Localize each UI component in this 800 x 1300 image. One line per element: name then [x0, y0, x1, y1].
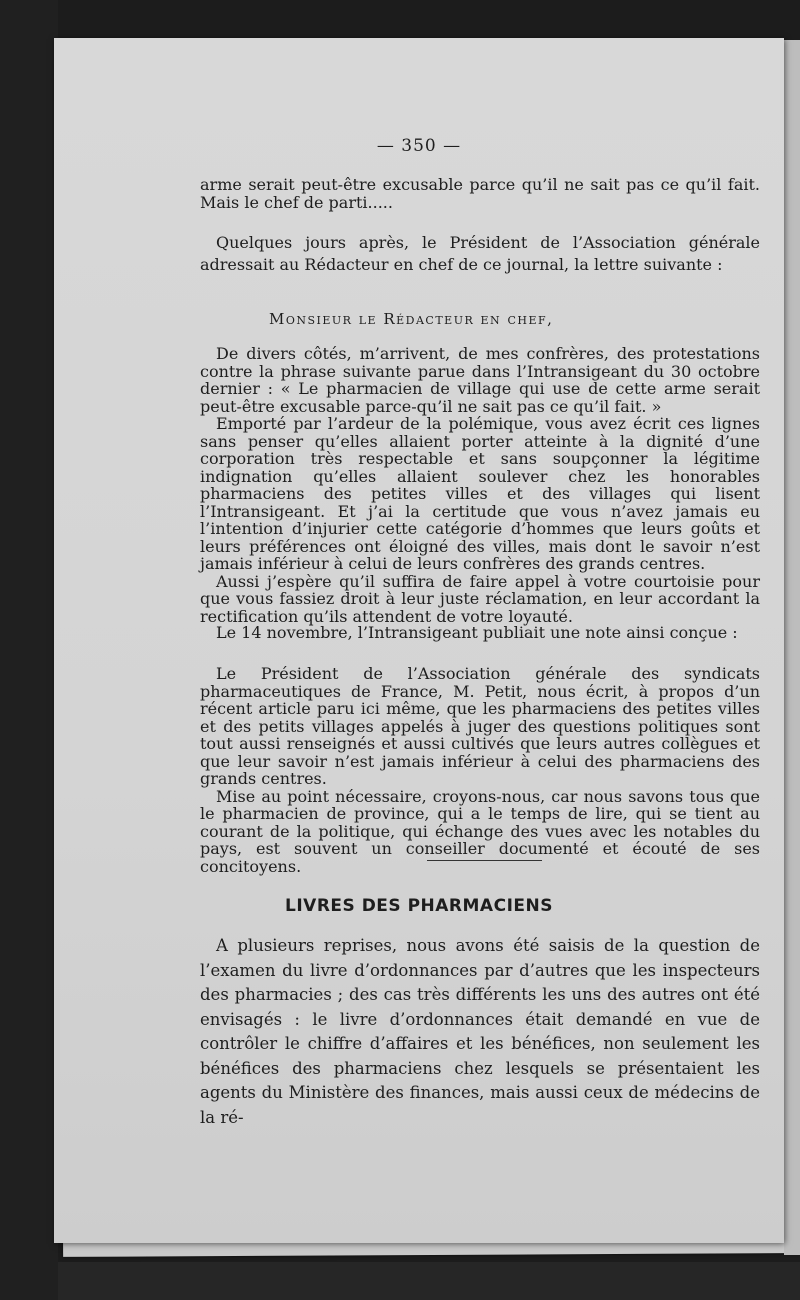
scan-left-edge — [0, 0, 58, 1300]
section-paragraph — [200, 934, 760, 1130]
document-page — [54, 38, 784, 1243]
letter-paragraph: Emporté par l’ardeur de la polémique, vous avez écrit ces lignes sans penser qu’elles allaient porter atteinte à la dignité d’une corporation très respectable et sans soupçonner la légitime indignation qu’elles allaient soulever chez les honorables pharmaciens des petites villes et des villages qui lisent l’Intransigeant. Et j’ai la certitude que vous n’avez jamais eu l’intention d’injurier cette catégorie d’hommes que leurs goûts et leurs préférences ont éloigné des villes, mais dont le savoir n’est jamais inférieur à celui de leurs confrères des grands centres. — [200, 414, 760, 573]
letter-paragraph: De divers côtés, m’arrivent, de mes confrères, des protestations contre la phrase suivante parue dans l’Intransigeant du 30 octobre dernier : « Le pharmacien de village qui use de cette arme serait peut-être excusable parce-qu’il ne sait pas ce qu’il fait. » — [200, 344, 760, 416]
paragraph-continuation — [200, 176, 760, 211]
paragraph-text: A plusieurs reprises, nous avons été saisis de la question de l’examen du livre d’ordonnances par d’autres que les inspecteurs des pharmacies ; des cas très différents les uns des autres ont été envisagés : le livre d’ordonnances était demandé en vue de contrôler le chiffre d’affaires et les bénéfices, non seulement les bénéfices des pharmaciens chez lesquels se présentaient les agents du Ministère des finances, mais aussi ceux de médecins de la ré- — [200, 936, 760, 1127]
note-paragraph: Le Président de l’Association générale des syndicats pharmaceutiques de France, M. Petit, nous écrit, à propos d’un récent article paru ici même, que les pharmaciens des petites villes et des petits villages appelés à juger des questions politiques sont tout aussi renseignés et aussi cultivés que leurs autres collègues et que leur savoir n’est jamais inférieur à celui des pharmaciens des grands centres. — [200, 664, 760, 788]
paragraph-note-intro — [200, 624, 760, 642]
letter-paragraph: Aussi j’espère qu’il suffira de faire appel à votre courtoisie pour que vous fassiez droit à leur juste réclamation, en leur accordant la rectification qu’ils attendent de votre loyauté. — [200, 571, 760, 626]
scan-bottom-edge — [58, 1262, 800, 1300]
paragraph-text: Quelques jours après, le Président de l’Association générale adressait au Rédacteur en chef de ce journal, la lettre suivante : — [200, 233, 760, 274]
section-divider — [427, 860, 542, 861]
note-paragraph: Mise au point nécessaire, croyons-nous, car nous savons tous que le pharmacien de province, qui a le temps de lire, qui se tient au courant de la politique, qui échange des vues avec les notables du pays, est souvent un conseiller documenté et écouté de ses concitoyens. — [200, 786, 760, 876]
newspaper-note — [200, 665, 760, 875]
section-heading: LIVRES DES PHARMACIENS — [285, 896, 553, 916]
letter-salutation: Monsieur le Rédacteur en chef, — [269, 310, 554, 328]
next-page-edge — [784, 40, 800, 1255]
paragraph-text: Le 14 novembre, l’Intransigeant publiait une note ainsi conçue : — [216, 623, 738, 642]
paragraph-intro — [200, 232, 760, 276]
letter-body — [200, 345, 760, 625]
page-number: — 350 — — [376, 136, 462, 156]
paragraph-text: arme serait peut-être excusable parce qu’il ne sait pas ce qu’il fait. Mais le chef de parti..... — [200, 175, 760, 212]
